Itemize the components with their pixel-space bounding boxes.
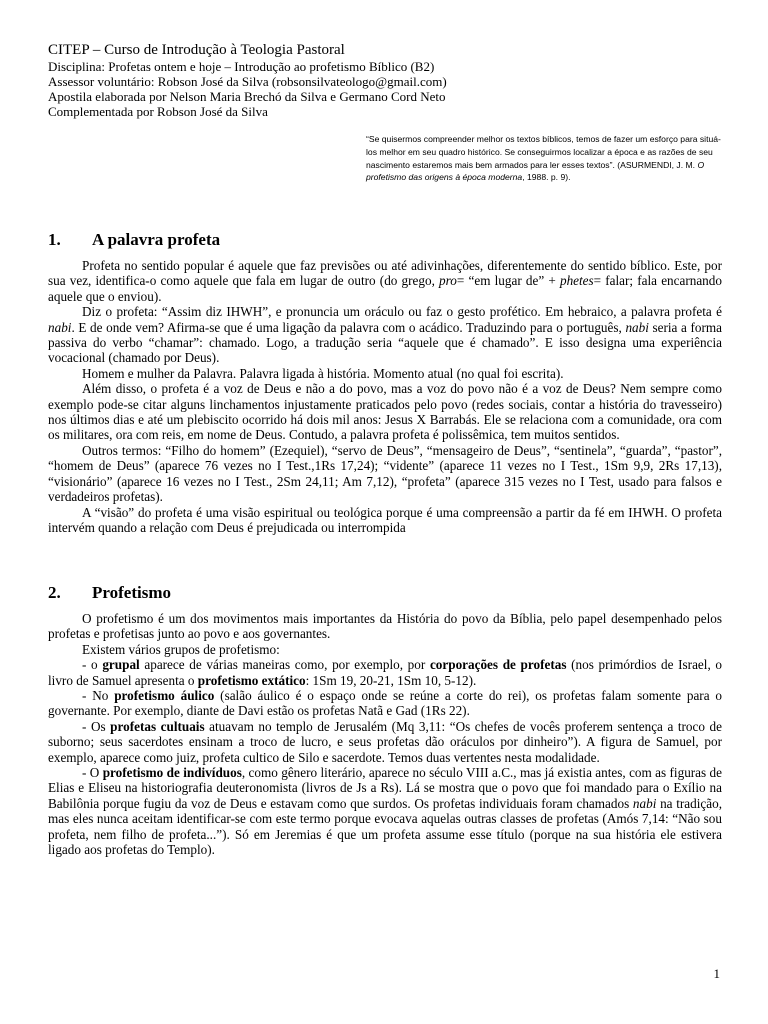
paragraph: Além disso, o profeta é a voz de Deus e não a do povo, mas a voz do povo não é a voz de Deus? Nem sempre como exemplo pode-se citar alguns linchamentos injustamente praticados pelo povo (redes sociais, contar a história do travesseiro) nos últimos dias e até um plebiscito ocorrido há dois mil anos: Jesus X Barrabás. Ele se relaciona com a comunidade, ora com os militares, ora com reis, em nome de Deus. Contudo, a palavra profeta é polissêmica, tem muitos sentidos. [48,381,722,443]
section-title: Profetismo [92,583,171,602]
paragraph: O profetismo é um dos movimentos mais importantes da História do povo da Bíblia, pelo papel desempenhado pelos profetas e profetisas junto ao povo e aos governantes. [48,611,722,642]
quote-citation-tail: , 1988. p. 9). [522,172,571,183]
epigraph-quote [366,133,724,184]
document-header [48,42,728,119]
paragraph: Diz o profeta: “Assim diz IHWH”, e pronuncia um oráculo ou faz o gesto profético. Em hebraico, a palavra profeta é nabi. E de onde vem? Afirma-se que é uma ligação da palavra com o acádico. Traduzindo para o português, nabi seria a forma passiva do verbo “chamar”: chamado. Logo, a tradução seria “aquele que é chamado”. E isso designa uma experiência vocacional (chamado por Deus). [48,304,722,366]
advisor-line: Assessor voluntário: Robson José da Silva (robsonsilvateologo@gmail.com) [48,74,447,89]
section-heading [48,230,722,250]
paragraph: Outros termos: “Filho do homem” (Ezequiel), “servo de Deus”, “mensageiro de Deus”, “sentinela”, “guarda”, “pastor”, “homem de Deus” (aparece 76 vezes no I Test.,1Rs 17,24); “vidente” (aparece 11 vezes no I Test., 1Sm 9,9, 2Rs 17,13), “visionário” (aparece 16 vezes no I Test., 2Sm 24,11; Am 7,12), “profeta” (aparece 315 vezes no I Test, usado para falsos e verdadeiros profetas). [48,442,722,505]
paragraph: - o grupal aparece de várias maneiras como, por exemplo, por corporações de profetas (nos primórdios de Israel, o livro de Samuel apresenta o profetismo extático: 1Sm 19, 20-21, 1Sm 10, 5-12). [48,657,722,688]
section-palavra-profeta [48,230,722,535]
paragraph: - Os profetas cultuais atuavam no templo de Jerusalém (Mq 3,11: “Os chefes de vocês proferem sentença a troco de suborno; seus sacerdotes ensinam a troco de lucro, e seus profetas dão oráculos por dinheiro”). A figura de Samuel, por exemplo, aparece como juiz, profeta cultico de Silo e sacerdote. Temos duas vertentes nesta modalidade. [48,718,722,765]
page-number: 1 [713,966,720,981]
quote-book-title: O profetismo das origens à época moderna [366,159,705,183]
section-title: A palavra profeta [92,230,221,249]
paragraph: - O profetismo de indivíduos, como gênero literário, aparece no século VIII a.C., mas já existia antes, com as figuras de Elias e Eliseu na historiografia deuteronomista (livros de Js a Rs). Lá se mostra que o povo que foi mandado para o Exílio na Babilônia porque fugiu da voz de Deus e estavam como que surdos. Os profetas individuais foram chamados nabi na tradição, mas eles nunca aceitam identificar-se com este termo porque evocava aquelas outras classes de profetas (Amós 7,14: “Não sou profeta, nem filho de profeta...”). Só em Jeremias é que um profeta assume esse título (porque na sua história ele estivera ligado aos profetas do Templo). [48,765,723,858]
section-number: 1. [48,230,61,249]
paragraph: Homem e mulher da Palavra. Palavra ligada à história. Momento atual (no qual foi escrita). [82,365,564,381]
section-profetismo [48,583,722,858]
paragraph: - No profetismo áulico (salão áulico é o espaço onde se reúne a corte do rei), os profetas falam somente para o governante. Por exemplo, diante de Davi estão os profetas Natã e Gad (1Rs 22). [48,688,722,719]
paragraph: Existem vários grupos de profetismo: [82,641,280,657]
course-title: CITEP – Curso de Introdução à Teologia Pastoral [48,42,345,58]
paragraph: Profeta no sentido popular é aquele que faz previsões ou até adivinhações, diferentemente do sentido bíblico. Este, por sua vez, identifica-o como aquele que fala em lugar de outro (do grego, pro= “em lugar de” + phetes= falar; fala encarnando aquele que o enviou). [48,258,722,304]
section-number: 2. [48,583,61,602]
quote-text: “Se quisermos compreender melhor os textos bíblicos, temos de fazer um esforço para situá-los melhor em seu quadro histórico. Se conseguirmos localizar a época e as razões de seu nascimento estaremos mais bem armados para ler esses textos”. (ASURMENDI, J. M. [366,134,721,170]
paragraph: A “visão” do profeta é uma visão espiritual ou teológica porque é uma compreensão a partir da fé em IHWH. O profeta intervém quando a relação com Deus é prejudicada ou interrompida [48,504,722,535]
discipline-line: Disciplina: Profetas ontem e hoje – Introdução ao profetismo Bíblico (B2) [48,59,435,74]
section-heading [48,583,722,603]
authors-line: Apostila elaborada por Nelson Maria Brechó da Silva e Germano Cord Neto [48,89,446,104]
complement-line: Complementada por Robson José da Silva [48,104,268,119]
